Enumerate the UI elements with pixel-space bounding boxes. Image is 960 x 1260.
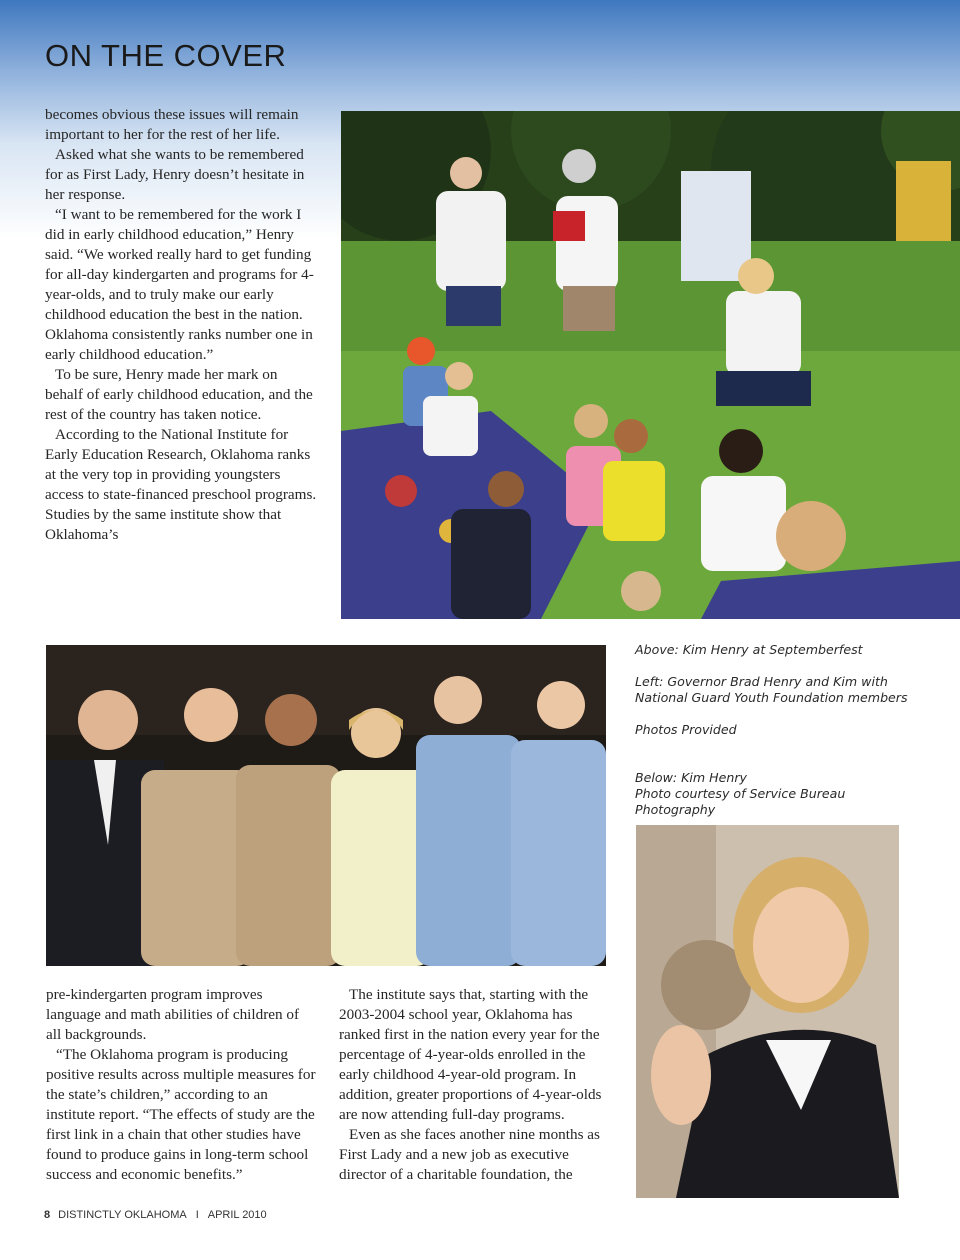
paragraph: To be sure, Henry made her mark on behalf of early childhood education, and the rest of the country has taken notice.	[45, 366, 313, 423]
caption-below-line2: Photo courtesy of Service Bureau	[635, 786, 846, 801]
publication-name: DISTINCTLY OKLAHOMA	[58, 1209, 187, 1221]
issue-date: APRIL 2010	[207, 1209, 267, 1221]
caption-below-line1: Below: Kim Henry	[635, 770, 747, 785]
septemberfest-photo	[341, 111, 960, 619]
paragraph: “I want to be remembered for the work I did in early childhood education,” Henry said. “We worked really hard to get funding for all-day kindergarten and programs for 4-year-olds, and to truly make our early childhood education the best in the nation. Oklahoma consistently ranks number one in early childhood education.”	[45, 206, 314, 363]
caption-left-line2: National Guard Youth Foundation members	[635, 690, 908, 705]
paragraph: Asked what she wants to be remembered for as First Lady, Henry doesn’t hesitate in her response.	[45, 146, 305, 203]
article-column-1	[45, 105, 317, 545]
caption-below-line3: Photography	[635, 802, 716, 817]
paragraph: pre-kindergarten program improves language and math abilities of children of all backgrounds.	[46, 986, 300, 1043]
paragraph: “The Oklahoma program is producing positive results across multiple measures for the state’s children,” according to an institute report. “The effects of study are the first link in a chain that other studies have found to produce gains in long-term school success and economic benefits.”	[46, 1046, 316, 1183]
paragraph: According to the National Institute for Early Education Research, Oklahoma ranks at the very top in providing youngsters access to state-financed preschool programs. Studies by the same institute show that Oklahoma’s	[45, 426, 317, 543]
article-column-2	[46, 985, 318, 1185]
paragraph: Even as she faces another nine months as First Lady and a new job as executive director of a charitable foundation, the	[339, 1126, 600, 1183]
page-number: 8	[44, 1209, 51, 1221]
page-footer	[44, 1209, 267, 1221]
governor-group-photo	[46, 645, 606, 966]
caption-above: Above: Kim Henry at Septemberfest	[635, 642, 863, 657]
paragraph: becomes obvious these issues will remain important to her for the rest of her life.	[45, 106, 299, 143]
article-column-3	[339, 985, 611, 1185]
photo-credit: Photos Provided	[635, 722, 737, 737]
footer-separator: I	[195, 1209, 199, 1221]
kim-henry-portrait-photo	[636, 825, 899, 1198]
photo-captions	[635, 642, 945, 818]
section-title: ON THE COVER	[45, 38, 287, 73]
paragraph: The institute says that, starting with the 2003-2004 school year, Oklahoma has ranked first in the nation every year for the percentage of 4-year-olds enrolled in the early childhood 4-year-old program. In addition, greater proportions of 4-year-olds are now attending full-day programs.	[339, 986, 602, 1123]
caption-left-line1: Left: Governor Brad Henry and Kim with	[635, 674, 888, 689]
